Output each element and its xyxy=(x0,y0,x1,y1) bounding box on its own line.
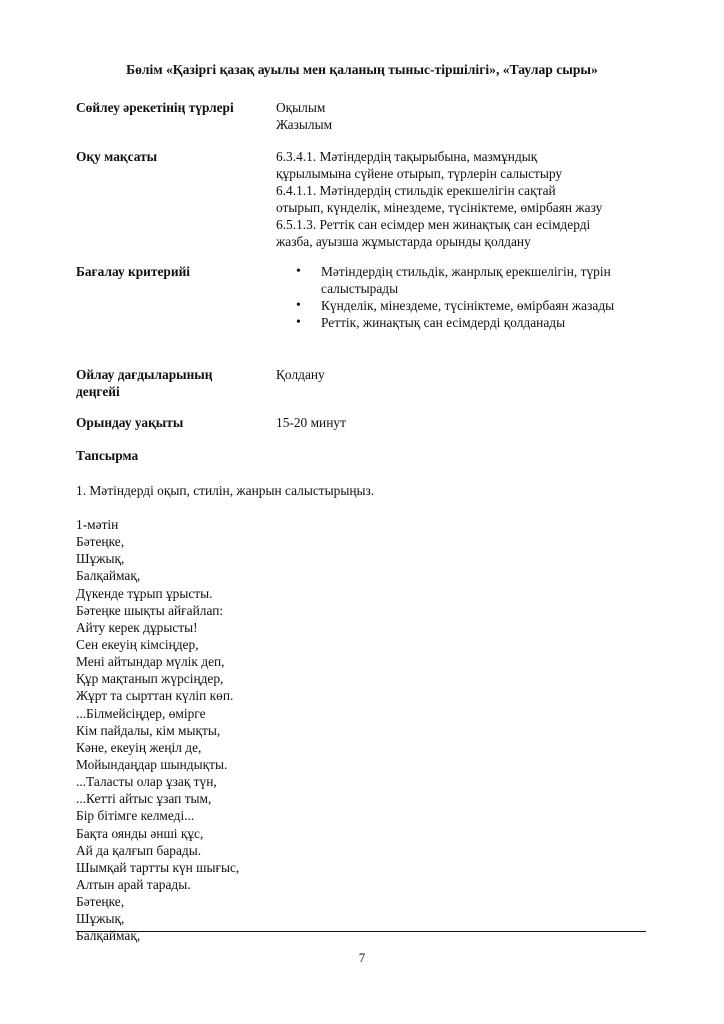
poem-line: Кім пайдалы, кім мықты, xyxy=(76,722,221,738)
criteria-list xyxy=(276,263,636,331)
execution-time-text: 15-20 минут xyxy=(276,415,346,430)
goal-line-2: құрылымына сүйене отырып, түрлерін салыстыру xyxy=(276,166,563,181)
speech-type-1: Оқылым xyxy=(276,100,326,115)
learning-goals-value xyxy=(276,148,656,250)
criteria-item-2: • Күнделік, мінездеме, түсініктеме, өмірбаян жазады xyxy=(276,297,636,314)
poem-line: ...Кетті айтыс ұзап тым, xyxy=(76,791,212,807)
learning-goals-label: Оқу мақсаты xyxy=(76,149,158,164)
poem-line: Кәне, екеуің жеңіл де, xyxy=(76,739,202,755)
poem-line: Мені айтындар мүлік деп, xyxy=(76,654,225,670)
task-instruction: 1. Мәтіндерді оқып, стилін, жанрын салыстырыңыз. xyxy=(76,483,375,498)
speech-types-value xyxy=(276,99,656,133)
thinking-level-value xyxy=(276,366,656,383)
page-number: 7 xyxy=(358,950,366,965)
goal-line-1: 6.3.4.1. Мәтіндердің тақырыбына, мазмұндық xyxy=(276,149,538,164)
poem-line: Бәтеңке, xyxy=(76,894,125,910)
task-title: Тапсырма xyxy=(76,448,139,463)
poem-line: ...Білмейсіңдер, өмірге xyxy=(76,705,206,721)
poem-line: Ай да қалғып барады. xyxy=(76,842,202,858)
poem-line: Балқаймақ, xyxy=(76,928,141,944)
thinking-level-label: Ойлау дағдыларының деңгейі xyxy=(76,367,213,399)
poem-line: Шұжық, xyxy=(76,551,125,567)
assessment-criteria-value xyxy=(276,263,636,331)
poem-line: Бір бітімге келмеді... xyxy=(76,808,195,824)
goal-line-6: жазба, ауызша жұмыстарда орынды қолдану xyxy=(276,234,531,249)
poem-line: Балқаймақ, xyxy=(76,568,141,584)
thinking-level-text: Қолдану xyxy=(276,367,325,382)
poem-line: Бәтеңке шықты айғайлап: xyxy=(76,602,224,618)
goal-line-4: отырып, күнделік, мінездеме, түсініктеме, өмірбаян жазу xyxy=(276,200,603,215)
assessment-criteria-label: Бағалау критерийі xyxy=(76,264,191,279)
execution-time-label: Орындау уақыты xyxy=(76,415,184,430)
poem-line: Айту керек дұрысты! xyxy=(76,619,198,635)
poem-line: Шымқай тартты күн шығыс, xyxy=(76,859,240,875)
poem-line: Сен екеуің кімсіңдер, xyxy=(76,636,199,652)
footer-divider xyxy=(76,931,646,932)
criteria-item-1: • Мәтіндердің стильдік, жанрлық ерекшелігін, түрін салыстырады xyxy=(276,263,636,297)
poem-line: Бәтеңке, xyxy=(76,534,125,550)
poem-line: Дүкенде тұрып ұрысты. xyxy=(76,585,213,601)
poem-line: Жұрт та сырттан күліп көп. xyxy=(76,688,234,704)
poem-line: Шұжық, xyxy=(76,911,125,927)
speech-type-2: Жазылым xyxy=(276,117,333,132)
poem-line: ...Таласты олар ұзақ түн, xyxy=(76,774,217,790)
poem-text xyxy=(76,516,476,945)
poem-line: Құр мақтанып жүрсіңдер, xyxy=(76,671,224,687)
poem-line: Мойындаңдар шындықты. xyxy=(76,756,228,772)
poem-line: Бақта оянды әнші құс, xyxy=(76,825,204,841)
section-title: Бөлім «Қазіргі қазақ ауылы мен қаланың тыныс-тіршілігі», «Таулар сыры» xyxy=(126,62,598,77)
goal-line-5: 6.5.1.3. Реттік сан есімдер мен жинақтық сан есімдерді xyxy=(276,217,591,232)
speech-types-label: Сөйлеу әрекетінің түрлері xyxy=(76,100,234,115)
goal-line-3: 6.4.1.1. Мәтіндердің стильдік ерекшелігін сақтай xyxy=(276,183,556,198)
execution-time-value xyxy=(276,414,656,431)
poem-line: 1-мәтін xyxy=(76,517,119,532)
poem-line: Алтын арай тарады. xyxy=(76,876,191,892)
criteria-item-3: • Реттік, жинақтық сан есімдерді қолданады xyxy=(276,314,636,331)
